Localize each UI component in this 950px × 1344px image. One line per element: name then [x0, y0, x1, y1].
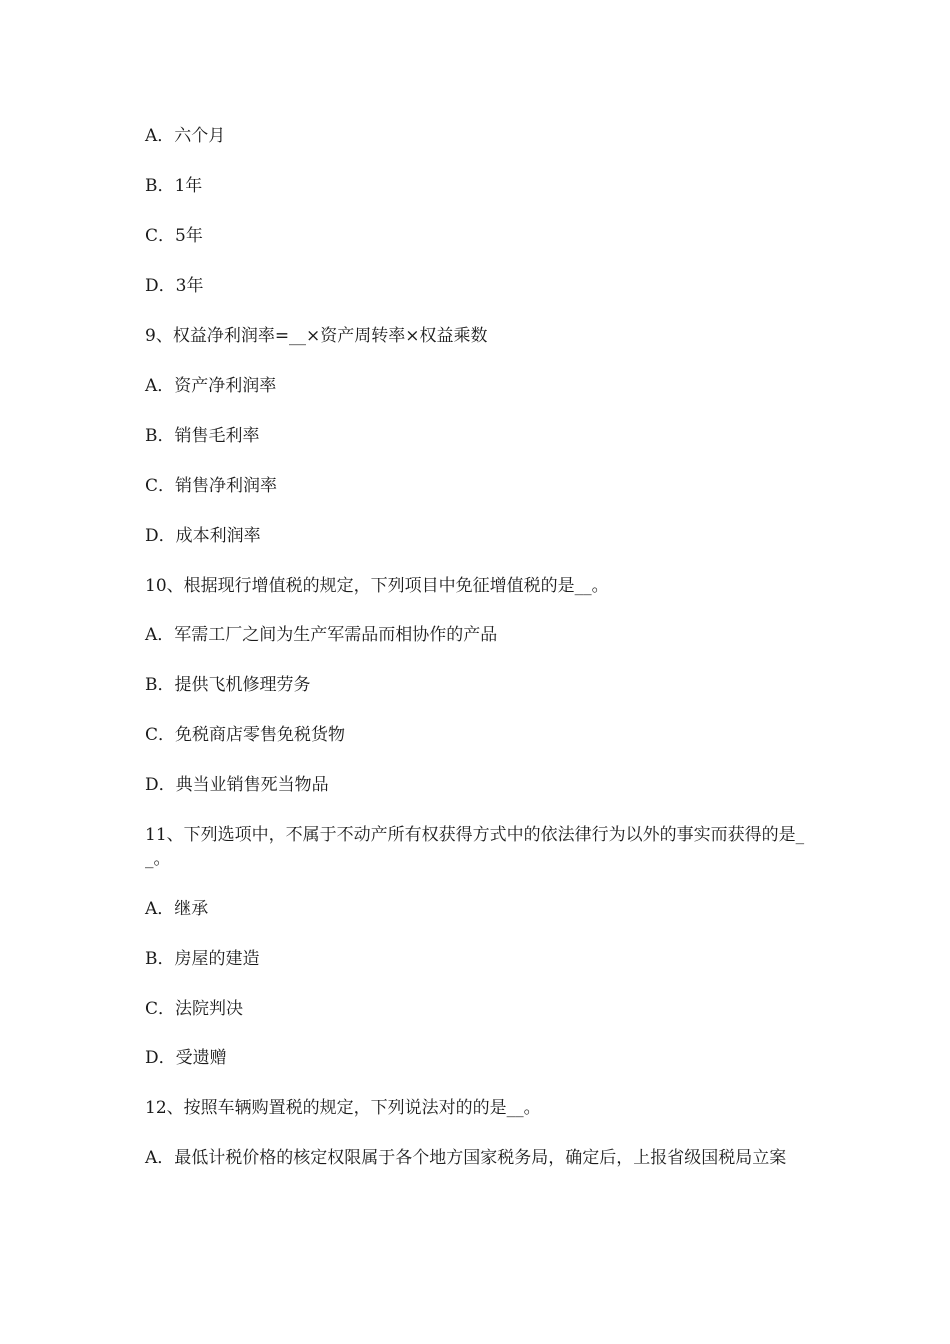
option-c-q9: C．销售净利润率 — [145, 476, 278, 496]
option-b-q11: B．房屋的建造 — [145, 949, 260, 969]
option-a-q10: A．军需工厂之间为生产军需品而相协作的产品 — [145, 625, 498, 645]
question-12: 12、按照车辆购置税的规定，下列说法对的的是__。 — [145, 1098, 541, 1118]
option-a-q8: A．六个月 — [145, 126, 226, 146]
option-c-q10: C．免税商店零售免税货物 — [145, 725, 346, 745]
option-b-q9: B．销售毛利率 — [145, 426, 260, 446]
option-a-q9: A．资产净利润率 — [145, 376, 277, 396]
option-a-q12: A．最低计税价格的核定权限属于各个地方国家税务局，确定后，上报省级国税局立案 — [145, 1148, 787, 1168]
option-d-q11: D．受遗赠 — [145, 1048, 227, 1068]
question-11: 11、下列选项中，不属于不动产所有权获得方式中的依法律行为以外的事实而获得的是__。 — [145, 825, 805, 869]
option-d-q10: D．典当业销售死当物品 — [145, 775, 329, 795]
option-c-q11: C．法院判决 — [145, 999, 244, 1019]
option-b-q10: B．提供飞机修理劳务 — [145, 675, 311, 695]
option-a-q11: A．继承 — [145, 899, 209, 919]
option-c-q8: C．5年 — [145, 226, 203, 246]
option-b-q8: B．1年 — [145, 176, 203, 196]
question-10: 10、根据现行增值税的规定，下列项目中免征增值税的是__。 — [145, 576, 609, 596]
option-d-q8: D．3年 — [145, 276, 204, 296]
question-9: 9、权益净利润率=__×资产周转率×权益乘数 — [145, 326, 488, 346]
option-d-q9: D．成本利润率 — [145, 526, 261, 546]
